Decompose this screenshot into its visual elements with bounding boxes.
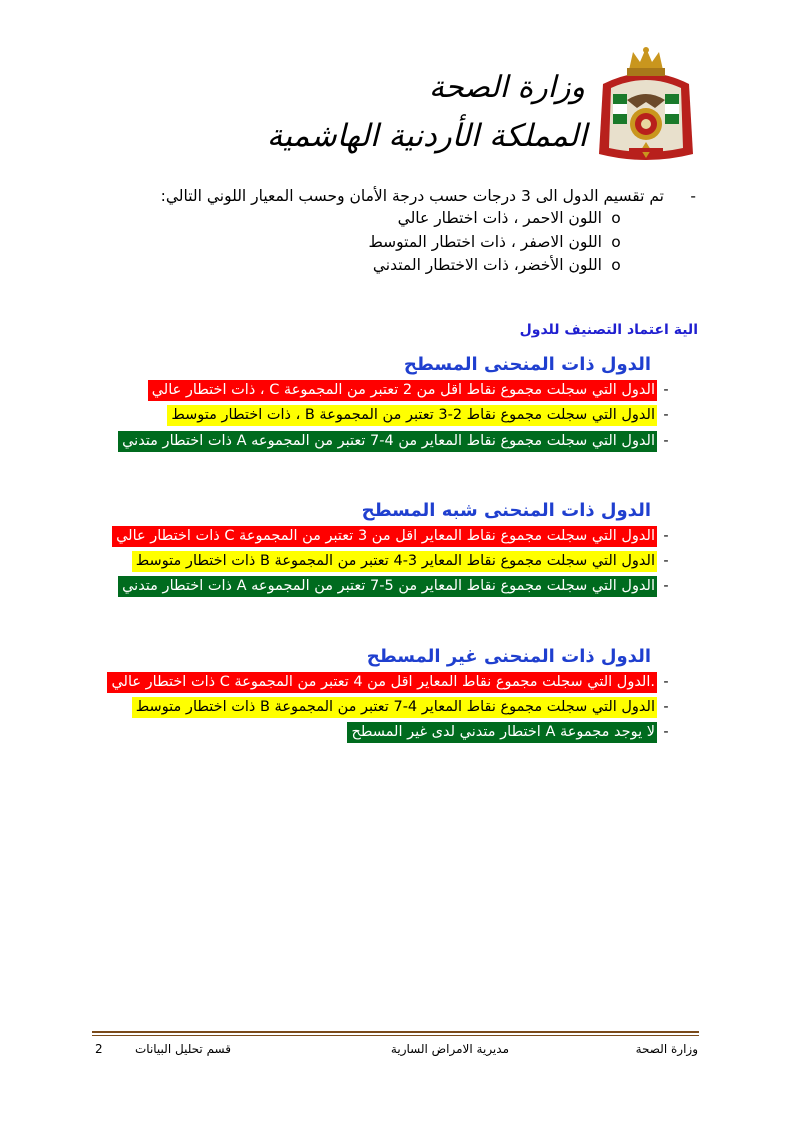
classification-row: -الدول التي سجلت مجموع نقاط المعاير 3-4 تعتبر من المجموعة B ذات اختطار متوسط bbox=[132, 551, 675, 572]
intro-item-text: اللون الاحمر ، ذات اختطار عالي bbox=[397, 209, 602, 227]
intro-item-text: اللون الأخضر، ذات الاختطار المتدني bbox=[372, 256, 602, 274]
footer-ministry: وزارة الصحة bbox=[635, 1042, 698, 1056]
footer-divider-thin bbox=[92, 1035, 699, 1036]
classification-row: -الدول التي سجلت مجموع نقاط 2-3 تعتبر من المجموعة B ، ذات اختطار متوسط bbox=[167, 405, 675, 426]
classification-row: -.الدول التي سجلت مجموع نقاط المعاير اقل من 4 تعتبر من المجموعة C ذات اختطار عالي bbox=[107, 672, 675, 693]
classification-row: -الدول التي سجلت مجموع نقاط المعاير اقل من 3 تعتبر من المجموعة C ذات اختطار عالي bbox=[112, 526, 675, 547]
classification-row: -لا يوجد مجموعة A اختطار متدني لدى غير المسطح bbox=[347, 722, 675, 743]
intro-item bbox=[373, 256, 630, 274]
jordan-coat-of-arms-icon bbox=[593, 44, 699, 172]
footer-department: قسم تحليل البيانات bbox=[134, 1042, 231, 1056]
page-number: 2 bbox=[95, 1042, 103, 1056]
classification-row: -الدول التي سجلت مجموع نقاط المعاير 4-7 تعتبر من المجموعة B ذات اختطار متوسط bbox=[132, 697, 675, 718]
row-text-medium: الدول التي سجلت مجموع نقاط المعاير 3-4 تعتبر من المجموعة B ذات اختطار متوسط bbox=[132, 551, 657, 572]
row-text-medium: الدول التي سجلت مجموع نقاط المعاير 4-7 تعتبر من المجموعة B ذات اختطار متوسط bbox=[132, 697, 657, 718]
footer-directorate: مديرية الامراض السارية bbox=[390, 1042, 509, 1056]
section-heading: الدول ذات المنحنى المسطح bbox=[403, 354, 651, 375]
intro-item-text: اللون الاصفر ، ذات اختطار المتوسط bbox=[368, 233, 602, 251]
row-text-low: الدول التي سجلت مجموع نقاط المعاير من 4-7 تعتبر من المجموعه A ذات اختطار متدني bbox=[118, 431, 657, 452]
row-text-high: .الدول التي سجلت مجموع نقاط المعاير اقل من 4 تعتبر من المجموعة C ذات اختطار عالي bbox=[107, 672, 657, 693]
section-heading: الدول ذات المنحنى شبه المسطح bbox=[361, 500, 651, 521]
kingdom-calligraphy: المملكة الأردنية الهاشمية bbox=[266, 118, 587, 154]
row-text-high: الدول التي سجلت مجموع نقاط اقل من 2 تعتبر من المجموعة C ، ذات اختطار عالي bbox=[148, 380, 657, 401]
classification-row: -الدول التي سجلت مجموع نقاط المعاير من 4-7 تعتبر من المجموعه A ذات اختطار متدني bbox=[118, 431, 675, 452]
row-text-medium: الدول التي سجلت مجموع نقاط 2-3 تعتبر من المجموعة B ، ذات اختطار متوسط bbox=[167, 405, 657, 426]
ministry-calligraphy: وزارة الصحة bbox=[429, 70, 585, 105]
row-text-high: الدول التي سجلت مجموع نقاط المعاير اقل من 3 تعتبر من المجموعة C ذات اختطار عالي bbox=[112, 526, 657, 547]
intro-item bbox=[398, 209, 630, 227]
footer-divider bbox=[92, 1031, 699, 1033]
row-text-low: لا يوجد مجموعة A اختطار متدني لدى غير المسطح bbox=[347, 722, 657, 743]
intro-item bbox=[368, 233, 630, 251]
dash-bullet: - bbox=[690, 187, 696, 205]
intro-lead-text: تم تقسيم الدول الى 3 درجات حسب درجة الأمان وحسب المعيار اللوني التالي: bbox=[160, 187, 664, 205]
circle-bullet-icon: o bbox=[611, 233, 621, 251]
mechanism-title: الية اعتماد التصنيف للدول bbox=[519, 322, 698, 338]
circle-bullet-icon: o bbox=[611, 209, 621, 227]
row-text-low: الدول التي سجلت مجموع نقاط المعاير من 5-7 تعتبر من المجموعه A ذات اختطار متدني bbox=[118, 576, 657, 597]
classification-row: -الدول التي سجلت مجموع نقاط المعاير من 5-7 تعتبر من المجموعه A ذات اختطار متدني bbox=[118, 576, 675, 597]
intro-lead bbox=[161, 187, 696, 205]
section-heading: الدول ذات المنحنى غير المسطح bbox=[366, 646, 651, 667]
classification-row: -الدول التي سجلت مجموع نقاط اقل من 2 تعتبر من المجموعة C ، ذات اختطار عالي bbox=[148, 380, 675, 401]
circle-bullet-icon: o bbox=[611, 256, 621, 274]
